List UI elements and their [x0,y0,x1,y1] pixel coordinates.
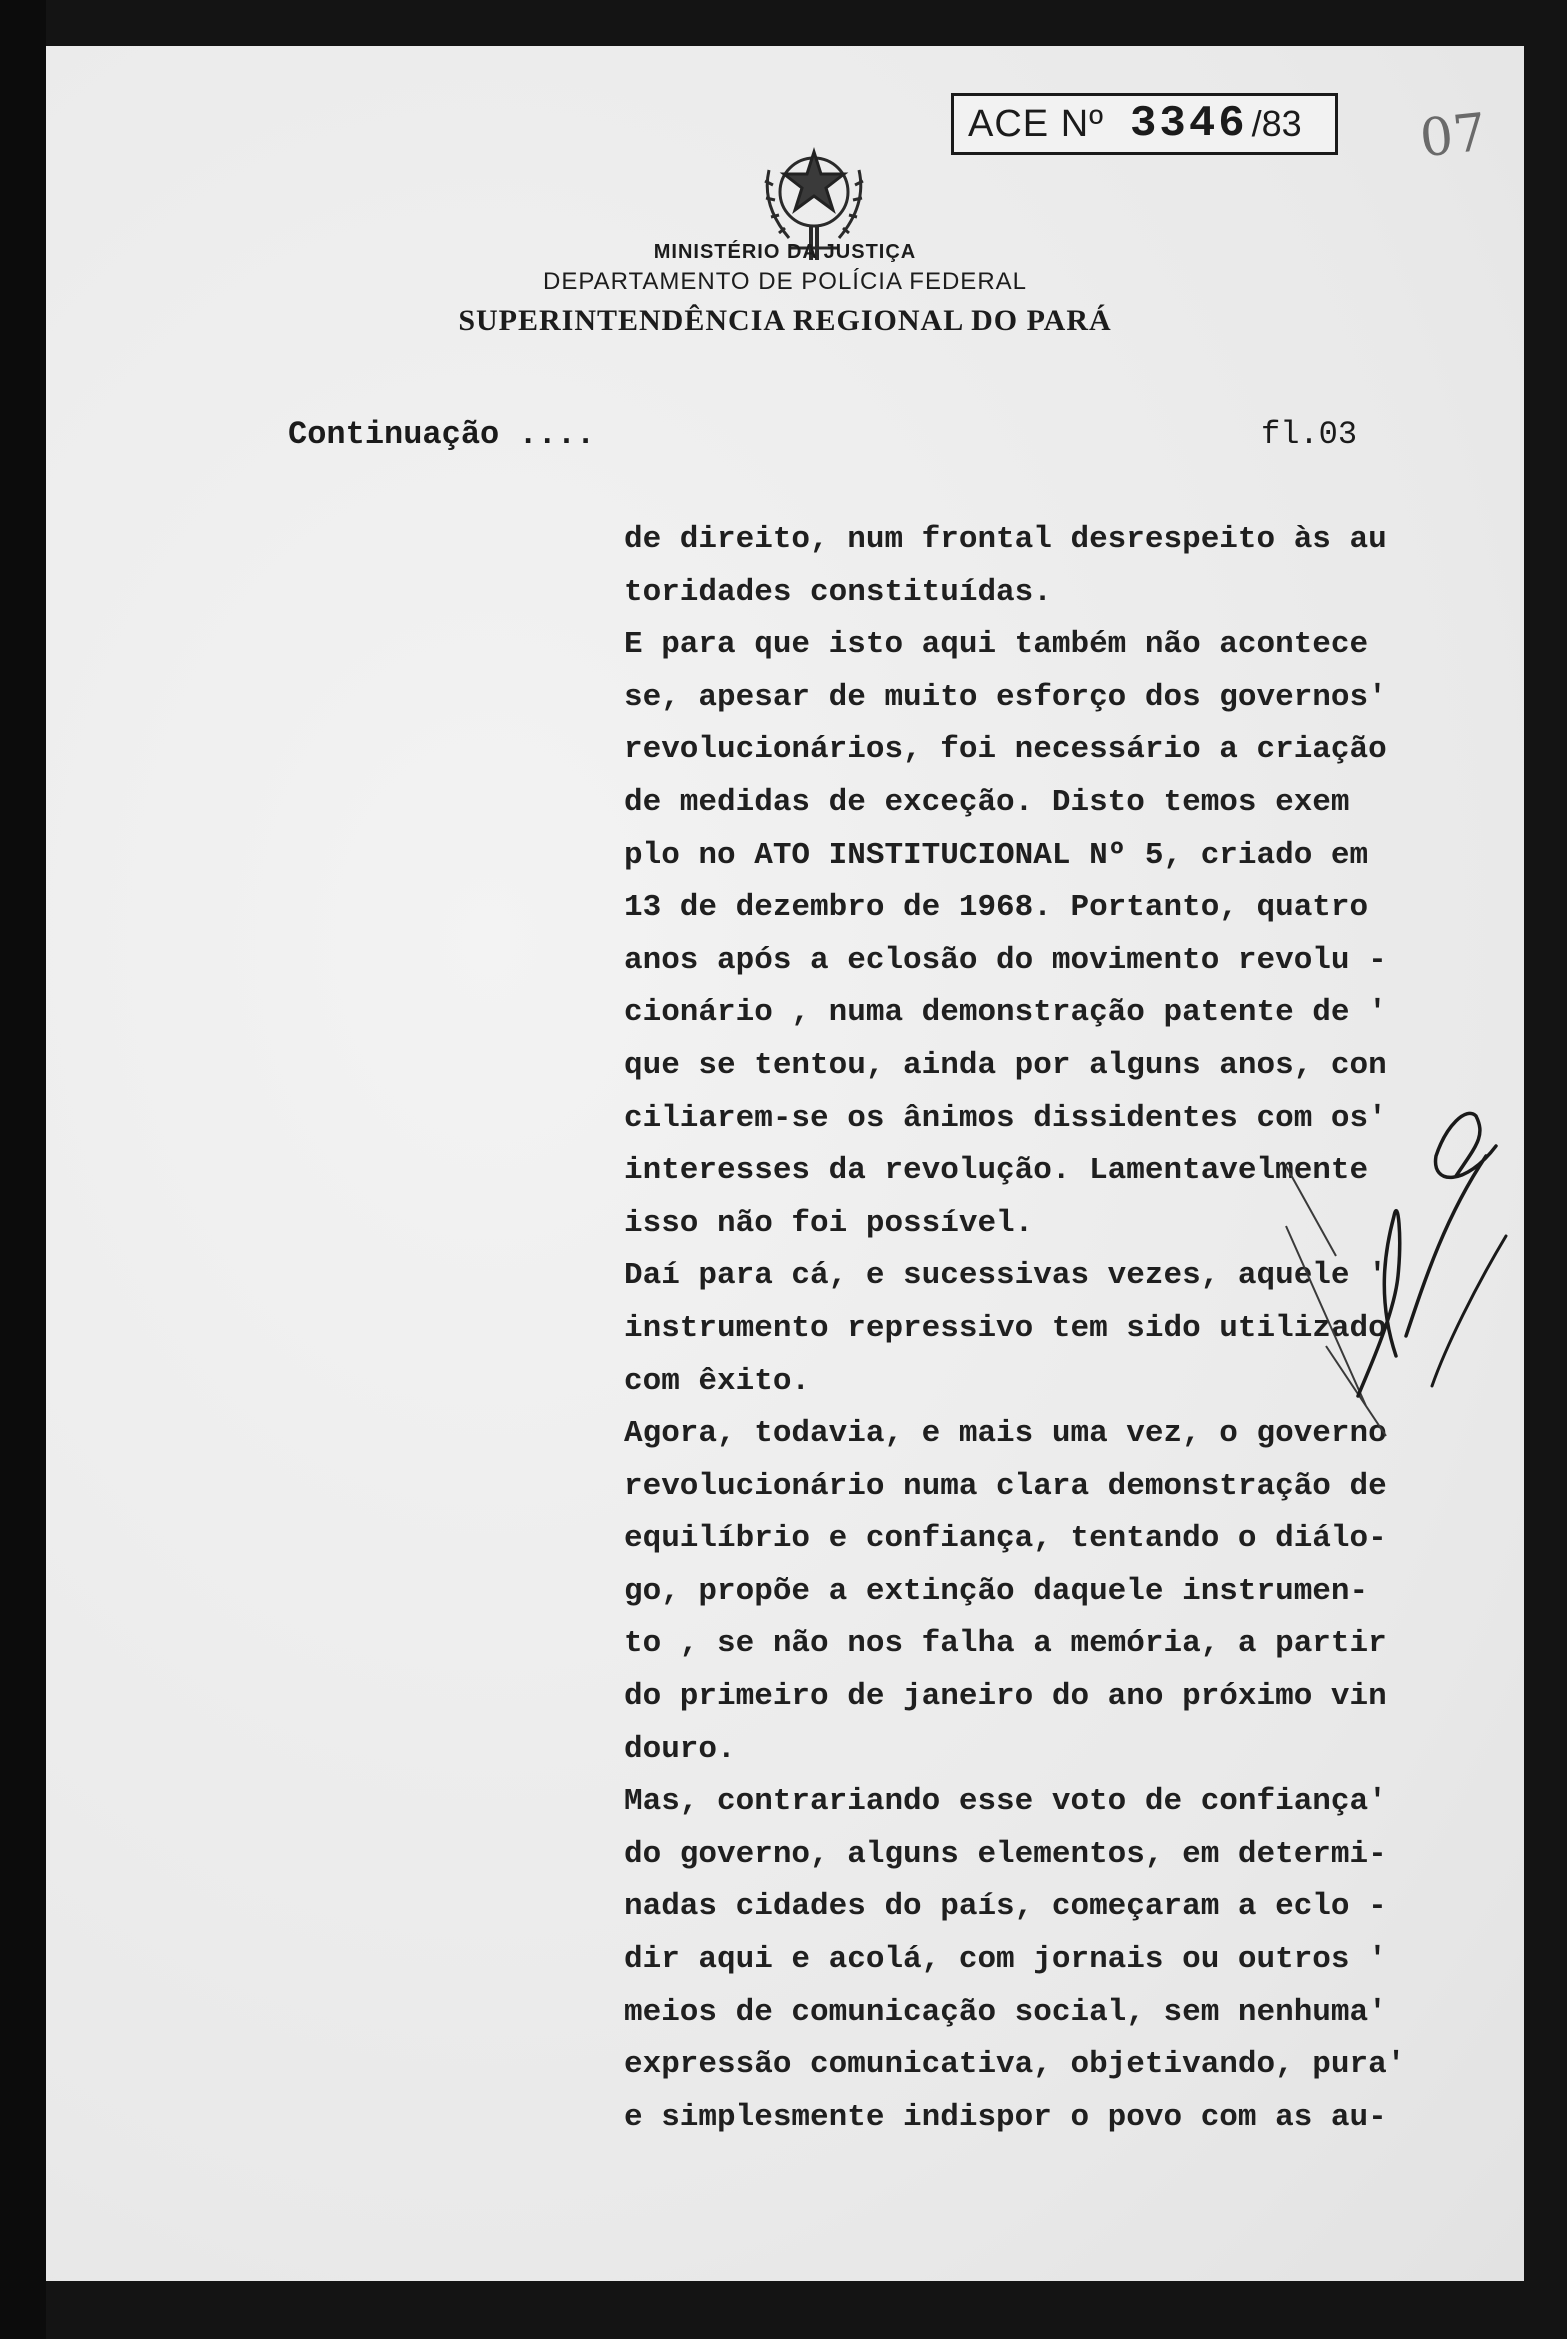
body-line: ciliarem-se os ânimos dissidentes com os' [624,1100,1387,1136]
body-line: do primeiro de janeiro do ano próximo vin [624,1679,1387,1715]
body-line: nadas cidades do país, começaram a eclo - [624,1889,1387,1925]
ace-number: 3346 [1130,99,1248,149]
body-line: Agora, todavia, e mais uma vez, o governo [624,1416,1387,1452]
document-page [46,46,1524,2281]
body-line: interesses da revolução. Lamentavelmente [624,1153,1369,1189]
body-line: cionário , numa demonstração patente de ' [624,995,1387,1031]
department-heading: DEPARTAMENTO DE POLÍCIA FEDERAL [543,268,1027,295]
body-line: Daí para cá, e sucessivas vezes, aquele ' [624,1258,1387,1294]
folio-number: fl.03 [1261,416,1358,453]
body-line: expressão comunicativa, objetivando, pura' [624,2047,1406,2083]
body-line: E para que isto aqui também não acontece [624,627,1369,663]
body-line: revolucionário numa clara demonstração de [624,1468,1387,1504]
body-line: go, propõe a extinção daquele instrumen- [624,1573,1369,1609]
body-line: instrumento repressivo tem sido utilizado [624,1310,1387,1346]
body-line: revolucionários, foi necessário a criação [624,732,1387,768]
continuation-label: Continuação .... [288,416,596,453]
ace-year: /83 [1251,103,1302,144]
body-line: se, apesar de muito esforço dos governos' [624,679,1387,715]
body-line: toridades constituídas. [624,574,1052,610]
handwritten-signature [1336,1096,1516,1426]
ministry-heading: MINISTÉRIO DA JUSTIÇA [653,241,917,263]
body-line: dir aqui e acolá, com jornais ou outros ' [624,1942,1387,1978]
body-line: de medidas de exceção. Disto temos exem [624,784,1350,820]
body-line: meios de comunicação social, sem nenhuma' [624,1994,1387,2030]
body-line: de direito, num frontal desrespeito às au [624,522,1387,557]
body-line: do governo, alguns elementos, em determi- [624,1836,1387,1872]
body-line: 13 de dezembro de 1968. Portanto, quatro [624,890,1369,926]
scan-border-left [0,0,46,2339]
body-line: plo no ATO INSTITUCIONAL Nº 5, criado em [624,837,1369,873]
body-line: douro. [624,1731,736,1767]
superintendence-heading: SUPERINTENDÊNCIA REGIONAL DO PARÁ [458,304,1112,337]
body-line: anos após a eclosão do movimento revolu - [624,942,1387,978]
body-line: Mas, contrariando esse voto de confiança' [624,1784,1387,1820]
body-line: com êxito. [624,1363,811,1399]
ace-label: ACE Nº [968,102,1105,145]
body-line: e simplesmente indispor o povo com as au- [624,2099,1387,2135]
body-line: que se tentou, ainda por alguns anos, con [624,1047,1387,1083]
ace-stamp [951,93,1338,155]
body-line: to , se não nos falha a memória, a partir [624,1626,1387,1662]
body-line: equilíbrio e confiança, tentando o diálo- [624,1521,1387,1557]
body-line: isso não foi possível. [624,1205,1034,1241]
handwritten-page-number: 07 [1417,102,1490,170]
